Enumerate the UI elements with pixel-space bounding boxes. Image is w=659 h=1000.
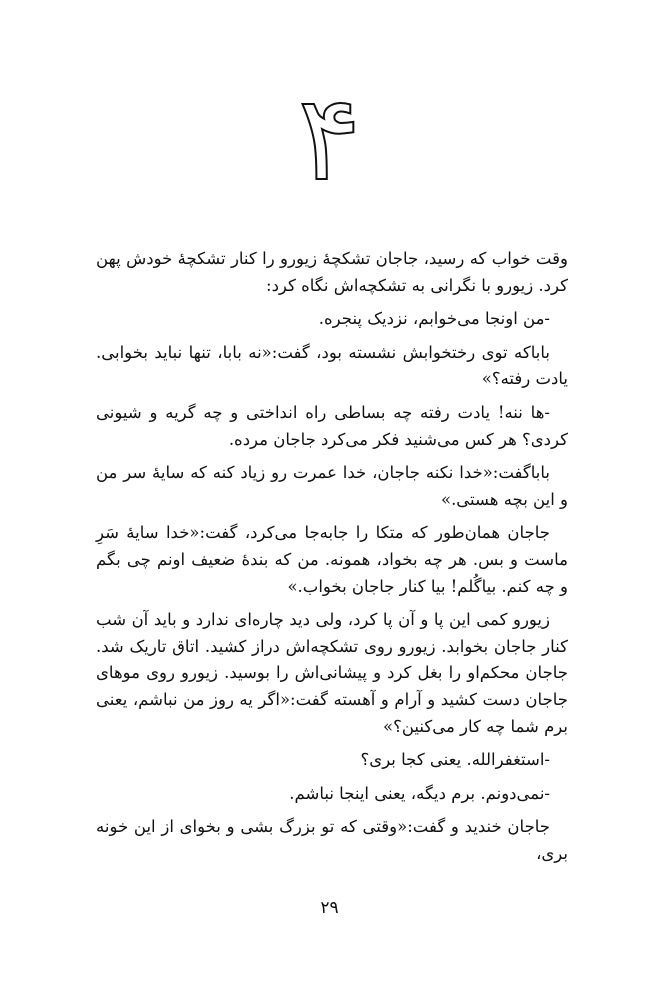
- paragraph: جاجان همان‌طور که متکا را جابه‌جا می‌کرد، گفت:«خدا سایهٔ سَرِ ماست و بس. هر چه بخواد، همونه. من که بندهٔ ضعیف اونم چی بگم و چه کنم. بیاگُلم! بیا کنار جاجان بخواب.»: [96, 523, 568, 596]
- paragraph: زیورو کمی این پا و آن پا کرد، ولی دید چاره‌ای ندارد و باید آن شب کنار جاجان بخوابد. زیورو روی تشکچه‌اش دراز کشید. اتاق تاریک شد. جاجان محکم‌او را بغل کرد و پیشانی‌اش را بوسید. زیورو روی موهای جاجان دست کشید و آرام و آهسته گفت:«اگر یه روز من نباشم، یعنی برم شما چه کار می‌کنین؟»: [96, 610, 568, 736]
- paragraph: باباکه توی رختخوابش نشسته بود، گفت:«نه بابا، تنها نباید بخوابی. یادت رفته؟»: [96, 342, 568, 389]
- paragraph: باباگفت:«خدا نکنه جاجان، خدا عمرت رو زیاد کنه که سایهٔ سر من و این بچه هستی.»: [96, 463, 568, 509]
- paragraph: -نمی‌دونم. برم دیگه، یعنی اینجا نباشم.: [289, 783, 550, 803]
- paragraph: وقت خواب که رسید، جاجان تشکچهٔ زیورو را کنار تشکچهٔ خودش پهن کرد. زیورو با نگرانی به تشکچه‌اش نگاه کرد:: [96, 249, 568, 295]
- paragraph: -ها ننه! یادت رفته چه بساطی راه انداختی و چه گریه و شیونی کردی؟ هر کس می‌شنید فکر می‌کرد جاجان مرده.: [96, 402, 568, 449]
- chapter-number: ۴: [297, 69, 362, 207]
- paragraph: جاجان خندید و گفت:«وقتی که تو بزرگ بشی و بخوای از این خونه بری،: [96, 817, 568, 863]
- paragraph: -استغفرالله. یعنی کجا بری؟: [360, 750, 550, 770]
- page-number: ۲۹: [320, 898, 339, 918]
- paragraph: -من اونجا می‌خوابم، نزدیک پنجره.: [318, 309, 550, 329]
- body-text: [96, 246, 568, 874]
